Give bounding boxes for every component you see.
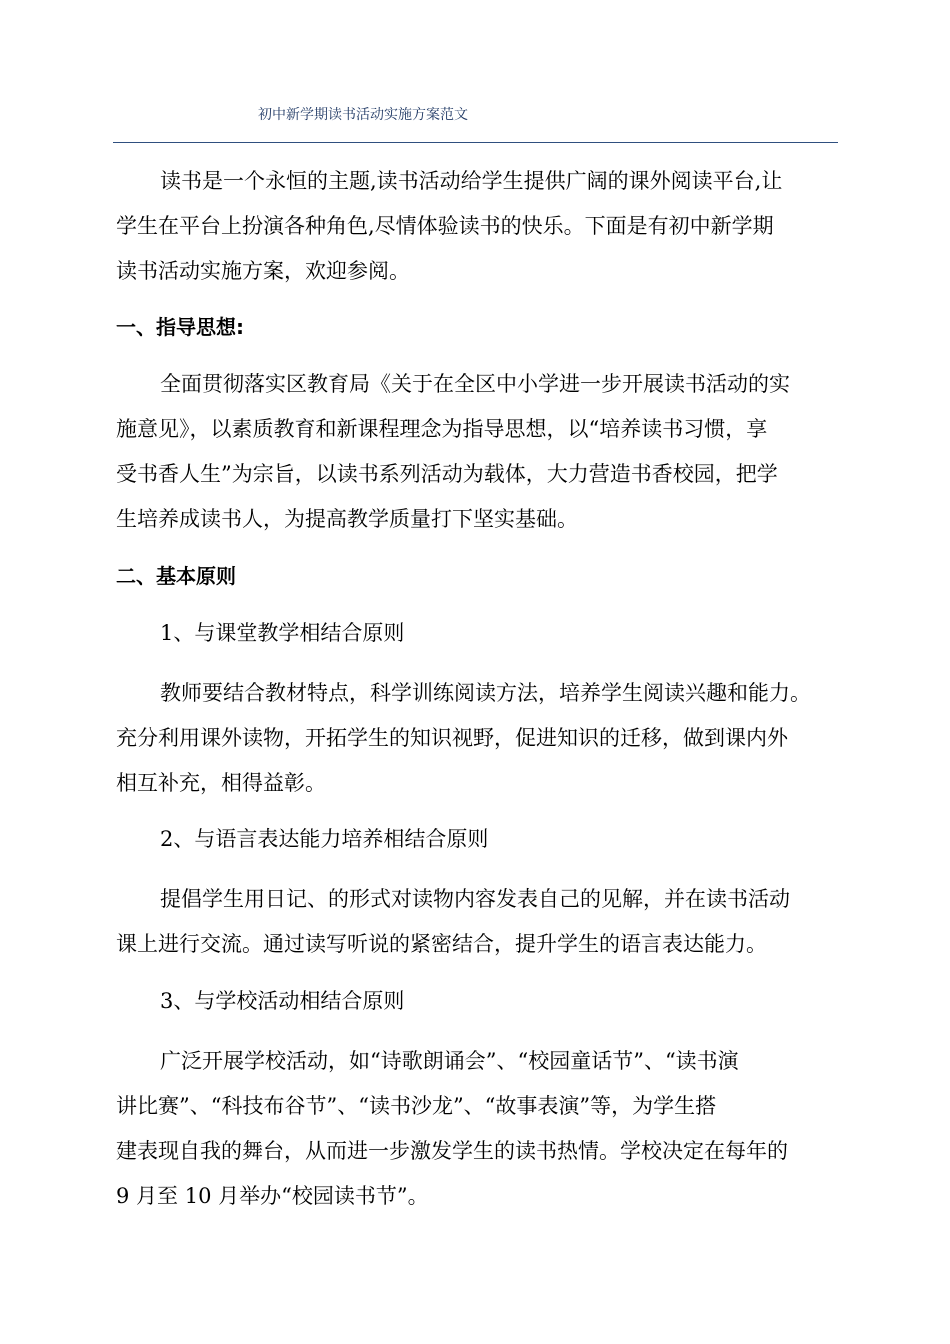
section-heading-guiding-ideology: 一、指导思想: [116, 315, 244, 339]
paragraph-line: 课上进行交流。通过读写听说的紧密结合，提升学生的语言表达能力。 [116, 932, 767, 956]
intro-line: 学生在平台上扮演各种角色,尽情体验读书的快乐。下面是有初中新学期 [116, 214, 774, 238]
header-divider [113, 142, 838, 143]
principle-paragraph [116, 877, 848, 967]
principle-title [116, 817, 848, 862]
paragraph-line: 讲比赛”、“科技布谷节”、“读书沙龙”、“故事表演”等，为学生搭 [116, 1094, 717, 1118]
principle-title-text: 1、与课堂教学相结合原则 [160, 621, 405, 645]
section-heading-basic-principles: 二、基本原则 [116, 564, 236, 588]
paragraph-line: 全面贯彻落实区教育局《关于在全区中小学进一步开展读书活动的实 [160, 372, 790, 396]
principle-title [116, 611, 848, 656]
paragraph-line: 充分利用课外读物，开拓学生的知识视野，促进知识的迁移，做到课内外 [116, 726, 788, 750]
principle-title-text: 2、与语言表达能力培养相结合原则 [160, 827, 489, 851]
principle-title [116, 979, 848, 1024]
guiding-ideology-paragraph [116, 362, 848, 542]
paragraph-line: 建表现自我的舞台，从而进一步激发学生的读书热情。学校决定在每年的 [116, 1139, 788, 1163]
paragraph-line: 受书香人生”为宗旨，以读书系列活动为载体，大力营造书香校园，把学 [116, 462, 778, 486]
intro-paragraph [116, 159, 848, 294]
intro-line: 读书是一个永恒的主题,读书活动给学生提供广阔的课外阅读平台,让 [160, 169, 783, 193]
intro-line: 读书活动实施方案，欢迎参阅。 [116, 259, 410, 283]
paragraph-line: 广泛开展学校活动，如“诗歌朗诵会”、“校园童话节”、“读书演 [160, 1049, 739, 1073]
paragraph-line: 教师要结合教材特点，科学训练阅读方法，培养学生阅读兴趣和能力。 [160, 681, 811, 705]
paragraph-line: 施意见》，以素质教育和新课程理念为指导思想，以“培养读书习惯，享 [116, 417, 768, 441]
paragraph-line: 提倡学生用日记、的形式对读物内容发表自己的见解，并在读书活动 [160, 887, 790, 911]
paragraph-line: 生培养成读书人，为提高教学质量打下坚实基础。 [116, 507, 578, 531]
principle-title-text: 3、与学校活动相结合原则 [160, 989, 405, 1013]
principle-paragraph [116, 671, 848, 806]
paragraph-line: 相互补充，相得益彰。 [116, 771, 326, 795]
header-title: 初中新学期读书活动实施方案范文 [258, 107, 468, 123]
principle-paragraph [116, 1039, 848, 1219]
paragraph-line: 9 月至 10 月举办“校园读书节”。 [116, 1184, 429, 1208]
